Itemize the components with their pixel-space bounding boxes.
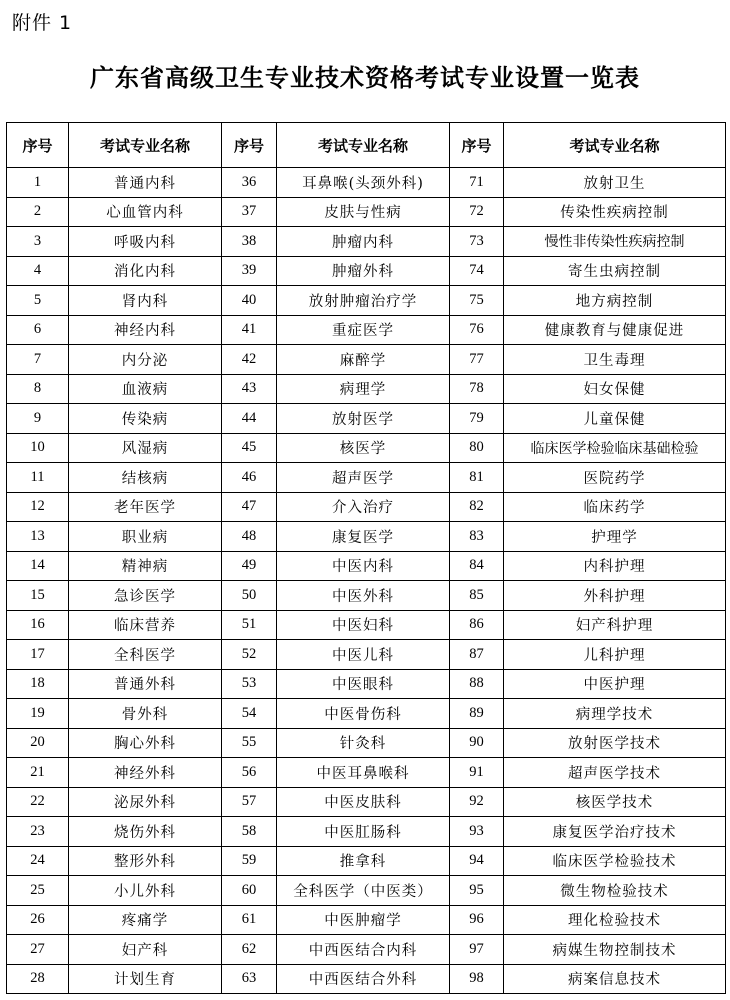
table-row — [7, 787, 726, 817]
index-cell: 94 — [450, 846, 504, 876]
index-cell: 53 — [222, 669, 277, 699]
specialty-name-cell: 介入治疗 — [277, 492, 450, 522]
specialty-name-cell: 卫生毒理 — [504, 345, 726, 375]
index-cell: 37 — [222, 197, 277, 227]
specialty-name-cell: 职业病 — [69, 522, 222, 552]
index-cell: 97 — [450, 935, 504, 965]
specialty-name-cell: 肾内科 — [69, 286, 222, 316]
table-row — [7, 492, 726, 522]
specialty-name-cell: 泌尿外科 — [69, 787, 222, 817]
index-cell: 18 — [7, 669, 69, 699]
column-header-index-2: 序号 — [222, 123, 277, 168]
table-row — [7, 846, 726, 876]
table-row — [7, 463, 726, 493]
specialty-name-cell: 肿瘤内科 — [277, 227, 450, 257]
index-cell: 50 — [222, 581, 277, 611]
index-cell: 19 — [7, 699, 69, 729]
specialty-name-cell: 慢性非传染性疾病控制 — [504, 227, 726, 257]
specialty-name-cell: 中医肛肠科 — [277, 817, 450, 847]
specialty-name-cell: 肿瘤外科 — [277, 256, 450, 286]
table-row — [7, 522, 726, 552]
index-cell: 45 — [222, 433, 277, 463]
table-body — [7, 168, 726, 994]
specialty-name-cell: 健康教育与健康促进 — [504, 315, 726, 345]
specialty-name-cell: 麻醉学 — [277, 345, 450, 375]
specialty-name-cell: 急诊医学 — [69, 581, 222, 611]
table-row — [7, 817, 726, 847]
index-cell: 40 — [222, 286, 277, 316]
specialty-name-cell: 呼吸内科 — [69, 227, 222, 257]
specialty-name-cell: 妇女保健 — [504, 374, 726, 404]
index-cell: 46 — [222, 463, 277, 493]
index-cell: 62 — [222, 935, 277, 965]
index-cell: 74 — [450, 256, 504, 286]
index-cell: 63 — [222, 964, 277, 994]
specialty-name-cell: 中医外科 — [277, 581, 450, 611]
table-row — [7, 433, 726, 463]
index-cell: 87 — [450, 640, 504, 670]
index-cell: 1 — [7, 168, 69, 198]
index-cell: 44 — [222, 404, 277, 434]
specialty-name-cell: 康复医学 — [277, 522, 450, 552]
index-cell: 39 — [222, 256, 277, 286]
specialty-name-cell: 放射医学技术 — [504, 728, 726, 758]
index-cell: 5 — [7, 286, 69, 316]
index-cell: 8 — [7, 374, 69, 404]
specialty-name-cell: 消化内科 — [69, 256, 222, 286]
index-cell: 9 — [7, 404, 69, 434]
specialty-name-cell: 核医学 — [277, 433, 450, 463]
table-row — [7, 197, 726, 227]
index-cell: 73 — [450, 227, 504, 257]
specialty-name-cell: 病理学技术 — [504, 699, 726, 729]
specialty-name-cell: 内分泌 — [69, 345, 222, 375]
column-header-name-1: 考试专业名称 — [69, 123, 222, 168]
index-cell: 83 — [450, 522, 504, 552]
table-row — [7, 404, 726, 434]
specialty-name-cell: 病案信息技术 — [504, 964, 726, 994]
specialty-name-cell: 中医肿瘤学 — [277, 905, 450, 935]
table-row — [7, 168, 726, 198]
index-cell: 95 — [450, 876, 504, 906]
index-cell: 76 — [450, 315, 504, 345]
index-cell: 52 — [222, 640, 277, 670]
index-cell: 7 — [7, 345, 69, 375]
index-cell: 21 — [7, 758, 69, 788]
index-cell: 79 — [450, 404, 504, 434]
specialty-name-cell: 精神病 — [69, 551, 222, 581]
specialty-name-cell: 中医皮肤科 — [277, 787, 450, 817]
column-header-name-3: 考试专业名称 — [504, 123, 726, 168]
index-cell: 55 — [222, 728, 277, 758]
specialty-name-cell: 传染性疾病控制 — [504, 197, 726, 227]
specialty-name-cell: 康复医学治疗技术 — [504, 817, 726, 847]
index-cell: 84 — [450, 551, 504, 581]
index-cell: 15 — [7, 581, 69, 611]
specialty-name-cell: 老年医学 — [69, 492, 222, 522]
table-row — [7, 345, 726, 375]
index-cell: 85 — [450, 581, 504, 611]
specialty-name-cell: 全科医学（中医类） — [277, 876, 450, 906]
specialty-name-cell: 临床医学检验技术 — [504, 846, 726, 876]
index-cell: 51 — [222, 610, 277, 640]
index-cell: 91 — [450, 758, 504, 788]
index-cell: 4 — [7, 256, 69, 286]
specialty-name-cell: 核医学技术 — [504, 787, 726, 817]
specialty-name-cell: 放射肿瘤治疗学 — [277, 286, 450, 316]
index-cell: 90 — [450, 728, 504, 758]
index-cell: 6 — [7, 315, 69, 345]
specialty-name-cell: 中医护理 — [504, 669, 726, 699]
specialty-name-cell: 整形外科 — [69, 846, 222, 876]
table-row — [7, 610, 726, 640]
index-cell: 24 — [7, 846, 69, 876]
index-cell: 56 — [222, 758, 277, 788]
index-cell: 25 — [7, 876, 69, 906]
index-cell: 80 — [450, 433, 504, 463]
specialty-name-cell: 放射医学 — [277, 404, 450, 434]
specialty-name-cell: 病理学 — [277, 374, 450, 404]
index-cell: 57 — [222, 787, 277, 817]
specialty-name-cell: 中医儿科 — [277, 640, 450, 670]
table-row — [7, 964, 726, 994]
index-cell: 42 — [222, 345, 277, 375]
specialty-name-cell: 重症医学 — [277, 315, 450, 345]
specialty-name-cell: 妇产科护理 — [504, 610, 726, 640]
index-cell: 54 — [222, 699, 277, 729]
specialty-name-cell: 中医眼科 — [277, 669, 450, 699]
specialty-name-cell: 神经外科 — [69, 758, 222, 788]
index-cell: 14 — [7, 551, 69, 581]
specialty-name-cell: 疼痛学 — [69, 905, 222, 935]
index-cell: 98 — [450, 964, 504, 994]
index-cell: 71 — [450, 168, 504, 198]
table-header — [7, 123, 726, 168]
specialty-name-cell: 耳鼻喉(头颈外科) — [277, 168, 450, 198]
index-cell: 3 — [7, 227, 69, 257]
column-header-index-1: 序号 — [7, 123, 69, 168]
specialty-name-cell: 神经内科 — [69, 315, 222, 345]
table-header-row — [7, 123, 726, 168]
specialty-name-cell: 中医内科 — [277, 551, 450, 581]
specialty-name-cell: 中西医结合内科 — [277, 935, 450, 965]
table-row — [7, 227, 726, 257]
specialty-name-cell: 临床医学检验临床基础检验 — [504, 433, 726, 463]
specialty-name-cell: 结核病 — [69, 463, 222, 493]
index-cell: 59 — [222, 846, 277, 876]
specialty-name-cell: 儿科护理 — [504, 640, 726, 670]
table-row — [7, 581, 726, 611]
specialty-name-cell: 中医妇科 — [277, 610, 450, 640]
index-cell: 49 — [222, 551, 277, 581]
index-cell: 77 — [450, 345, 504, 375]
table-row — [7, 256, 726, 286]
index-cell: 41 — [222, 315, 277, 345]
index-cell: 72 — [450, 197, 504, 227]
attachment-label: 附件 1 — [12, 12, 73, 34]
index-cell: 81 — [450, 463, 504, 493]
index-cell: 27 — [7, 935, 69, 965]
index-cell: 88 — [450, 669, 504, 699]
specialty-table — [6, 122, 726, 994]
specialty-name-cell: 地方病控制 — [504, 286, 726, 316]
specialty-name-cell: 心血管内科 — [69, 197, 222, 227]
index-cell: 22 — [7, 787, 69, 817]
specialty-name-cell: 临床药学 — [504, 492, 726, 522]
index-cell: 86 — [450, 610, 504, 640]
index-cell: 38 — [222, 227, 277, 257]
table-row — [7, 876, 726, 906]
specialty-name-cell: 护理学 — [504, 522, 726, 552]
specialty-name-cell: 病媒生物控制技术 — [504, 935, 726, 965]
index-cell: 89 — [450, 699, 504, 729]
specialty-name-cell: 普通外科 — [69, 669, 222, 699]
index-cell: 96 — [450, 905, 504, 935]
index-cell: 93 — [450, 817, 504, 847]
specialty-name-cell: 全科医学 — [69, 640, 222, 670]
specialty-name-cell: 小儿外科 — [69, 876, 222, 906]
document-title: 广东省高级卫生专业技术资格考试专业设置一览表 — [90, 64, 640, 92]
index-cell: 10 — [7, 433, 69, 463]
specialty-name-cell: 传染病 — [69, 404, 222, 434]
specialty-name-cell: 寄生虫病控制 — [504, 256, 726, 286]
specialty-name-cell: 皮肤与性病 — [277, 197, 450, 227]
column-header-index-3: 序号 — [450, 123, 504, 168]
specialty-name-cell: 骨外科 — [69, 699, 222, 729]
index-cell: 48 — [222, 522, 277, 552]
specialty-name-cell: 临床营养 — [69, 610, 222, 640]
index-cell: 13 — [7, 522, 69, 552]
table-row — [7, 640, 726, 670]
specialty-name-cell: 中医耳鼻喉科 — [277, 758, 450, 788]
specialty-name-cell: 外科护理 — [504, 581, 726, 611]
index-cell: 60 — [222, 876, 277, 906]
table-row — [7, 315, 726, 345]
table-row — [7, 935, 726, 965]
index-cell: 26 — [7, 905, 69, 935]
index-cell: 92 — [450, 787, 504, 817]
index-cell: 78 — [450, 374, 504, 404]
index-cell: 2 — [7, 197, 69, 227]
index-cell: 23 — [7, 817, 69, 847]
table-row — [7, 699, 726, 729]
specialty-name-cell: 针灸科 — [277, 728, 450, 758]
specialty-name-cell: 儿童保健 — [504, 404, 726, 434]
specialty-name-cell: 超声医学技术 — [504, 758, 726, 788]
index-cell: 47 — [222, 492, 277, 522]
specialty-name-cell: 内科护理 — [504, 551, 726, 581]
specialty-name-cell: 计划生育 — [69, 964, 222, 994]
specialty-name-cell: 医院药学 — [504, 463, 726, 493]
table-row — [7, 374, 726, 404]
column-header-name-2: 考试专业名称 — [277, 123, 450, 168]
table-row — [7, 286, 726, 316]
index-cell: 36 — [222, 168, 277, 198]
specialty-name-cell: 微生物检验技术 — [504, 876, 726, 906]
index-cell: 61 — [222, 905, 277, 935]
specialty-name-cell: 超声医学 — [277, 463, 450, 493]
table-row — [7, 551, 726, 581]
table-row — [7, 728, 726, 758]
index-cell: 12 — [7, 492, 69, 522]
index-cell: 58 — [222, 817, 277, 847]
specialty-name-cell: 烧伤外科 — [69, 817, 222, 847]
index-cell: 11 — [7, 463, 69, 493]
index-cell: 17 — [7, 640, 69, 670]
table-row — [7, 905, 726, 935]
specialty-name-cell: 推拿科 — [277, 846, 450, 876]
index-cell: 82 — [450, 492, 504, 522]
specialty-name-cell: 血液病 — [69, 374, 222, 404]
index-cell: 43 — [222, 374, 277, 404]
specialty-name-cell: 放射卫生 — [504, 168, 726, 198]
specialty-name-cell: 中西医结合外科 — [277, 964, 450, 994]
specialty-name-cell: 风湿病 — [69, 433, 222, 463]
specialty-name-cell: 理化检验技术 — [504, 905, 726, 935]
index-cell: 75 — [450, 286, 504, 316]
table-row — [7, 669, 726, 699]
index-cell: 16 — [7, 610, 69, 640]
index-cell: 28 — [7, 964, 69, 994]
table-row — [7, 758, 726, 788]
specialty-name-cell: 妇产科 — [69, 935, 222, 965]
index-cell: 20 — [7, 728, 69, 758]
specialty-name-cell: 普通内科 — [69, 168, 222, 198]
specialty-name-cell: 中医骨伤科 — [277, 699, 450, 729]
specialty-name-cell: 胸心外科 — [69, 728, 222, 758]
